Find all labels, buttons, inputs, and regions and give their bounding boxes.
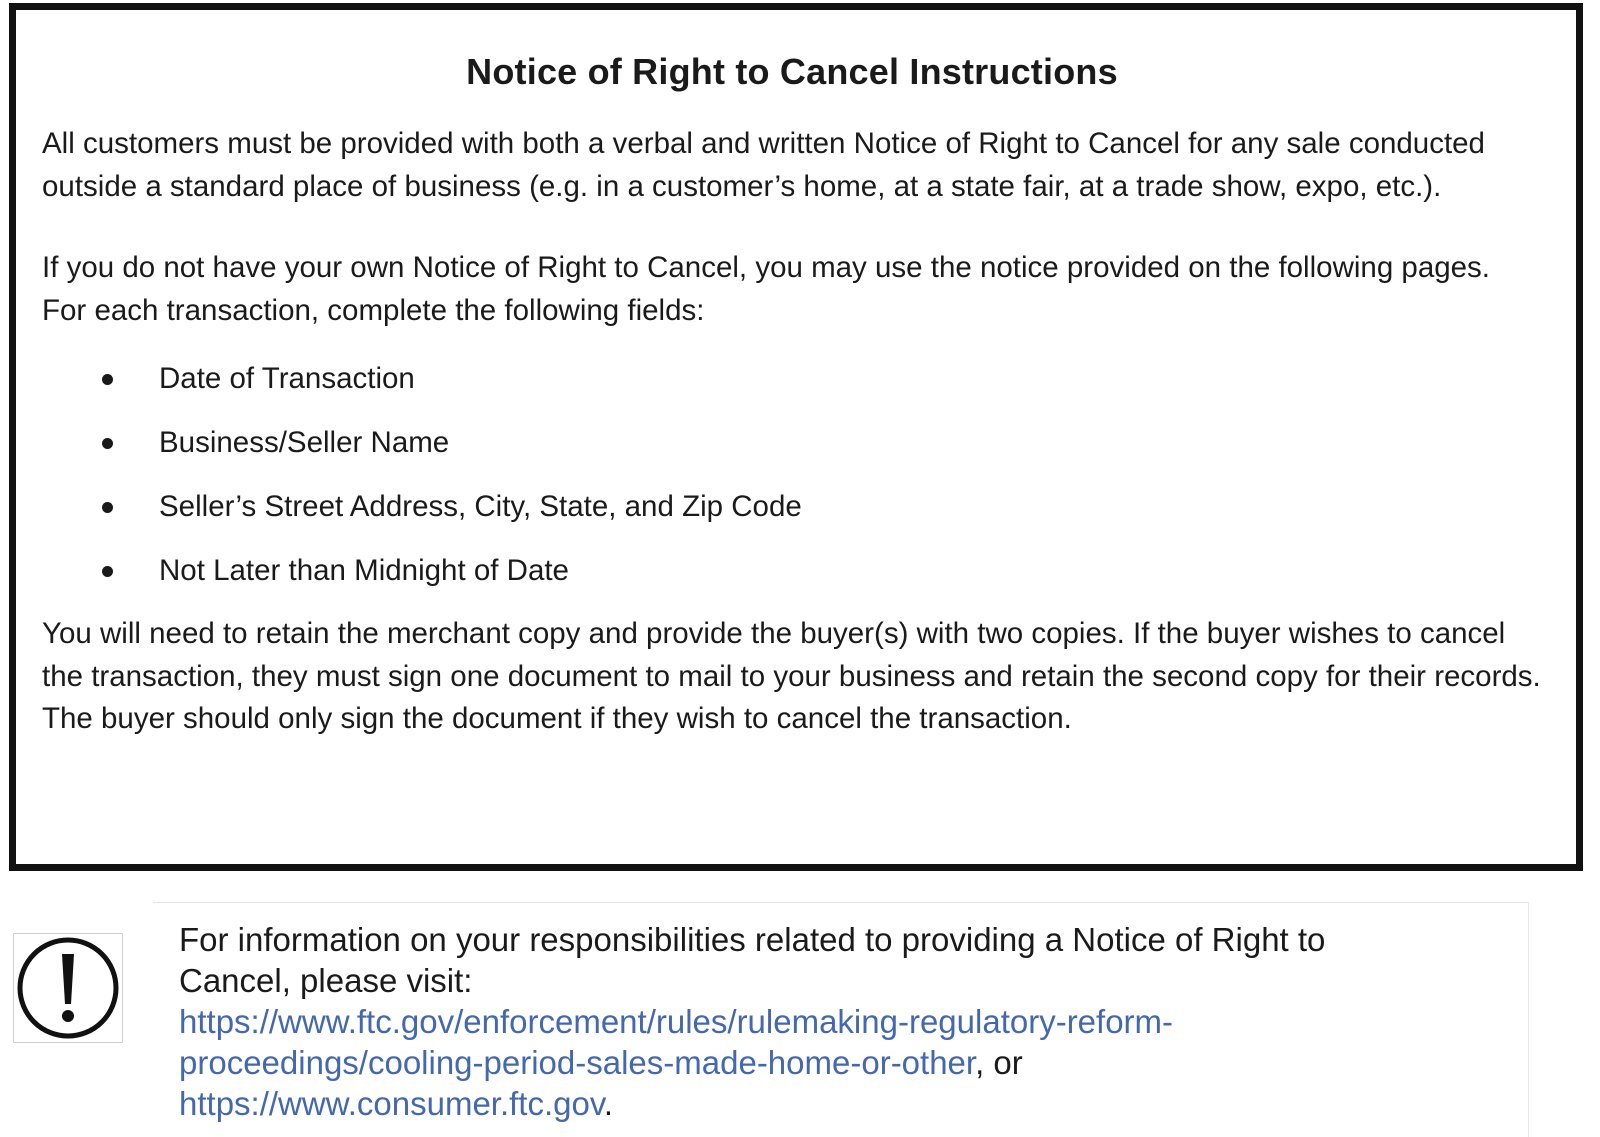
bullet-icon bbox=[102, 374, 113, 385]
info-lead-line-2: Cancel, please visit: bbox=[179, 962, 473, 999]
list-item-label: Business/Seller Name bbox=[159, 426, 450, 459]
info-divider-right bbox=[1528, 902, 1529, 1137]
info-note bbox=[179, 919, 1509, 1124]
ftc-rules-link-line-1: https://www.ftc.gov/enforcement/rules/rulemaking-regulatory-reform- bbox=[179, 1003, 1174, 1040]
list-item-label: Seller’s Street Address, City, State, and Zip Code bbox=[159, 490, 802, 523]
exclamation-circle-icon bbox=[13, 933, 123, 1043]
list-item-label: Date of Transaction bbox=[159, 362, 415, 395]
list-item bbox=[42, 421, 1542, 464]
retention-paragraph: You will need to retain the merchant copy and provide the buyer(s) with two copies. If the buyer wishes to cancel the transaction, they must sign one document to mail to your business and retain the second copy for their records. The buyer should only sign the document if they wish to cancel the transaction. bbox=[42, 617, 1541, 735]
consumer-ftc-link[interactable]: https://www.consumer.ftc.gov bbox=[179, 1085, 604, 1122]
info-divider bbox=[153, 902, 1529, 903]
instructions-box bbox=[9, 3, 1583, 871]
link-separator: , or bbox=[975, 1044, 1023, 1081]
fields-intro-paragraph: If you do not have your own Notice of Right to Cancel, you may use the notice provided on the following pages. For each transaction, complete the following fields: bbox=[42, 251, 1491, 327]
required-fields-list bbox=[42, 357, 1542, 592]
list-item-label: Not Later than Midnight of Date bbox=[159, 554, 569, 587]
bullet-icon bbox=[102, 566, 113, 577]
page-title: Notice of Right to Cancel Instructions bbox=[466, 51, 1118, 92]
bullet-icon bbox=[102, 438, 113, 449]
info-end-punctuation: . bbox=[603, 1085, 614, 1122]
list-item bbox=[42, 485, 1542, 528]
bullet-icon bbox=[102, 502, 113, 513]
info-lead-line-1: For information on your responsibilities related to providing a Notice of Right to bbox=[179, 921, 1326, 958]
intro-paragraph: All customers must be provided with both a verbal and written Notice of Right to Cancel for any sale conducted outside a standard place of business (e.g. in a customer’s home, at a state fair, at a trade show, expo, etc.). bbox=[42, 127, 1485, 203]
list-item bbox=[42, 357, 1542, 400]
list-item bbox=[42, 549, 1542, 592]
ftc-rules-link-line-2: proceedings/cooling-period-sales-made-home-or-other bbox=[179, 1044, 976, 1081]
ftc-rules-link[interactable] bbox=[179, 1003, 1173, 1081]
